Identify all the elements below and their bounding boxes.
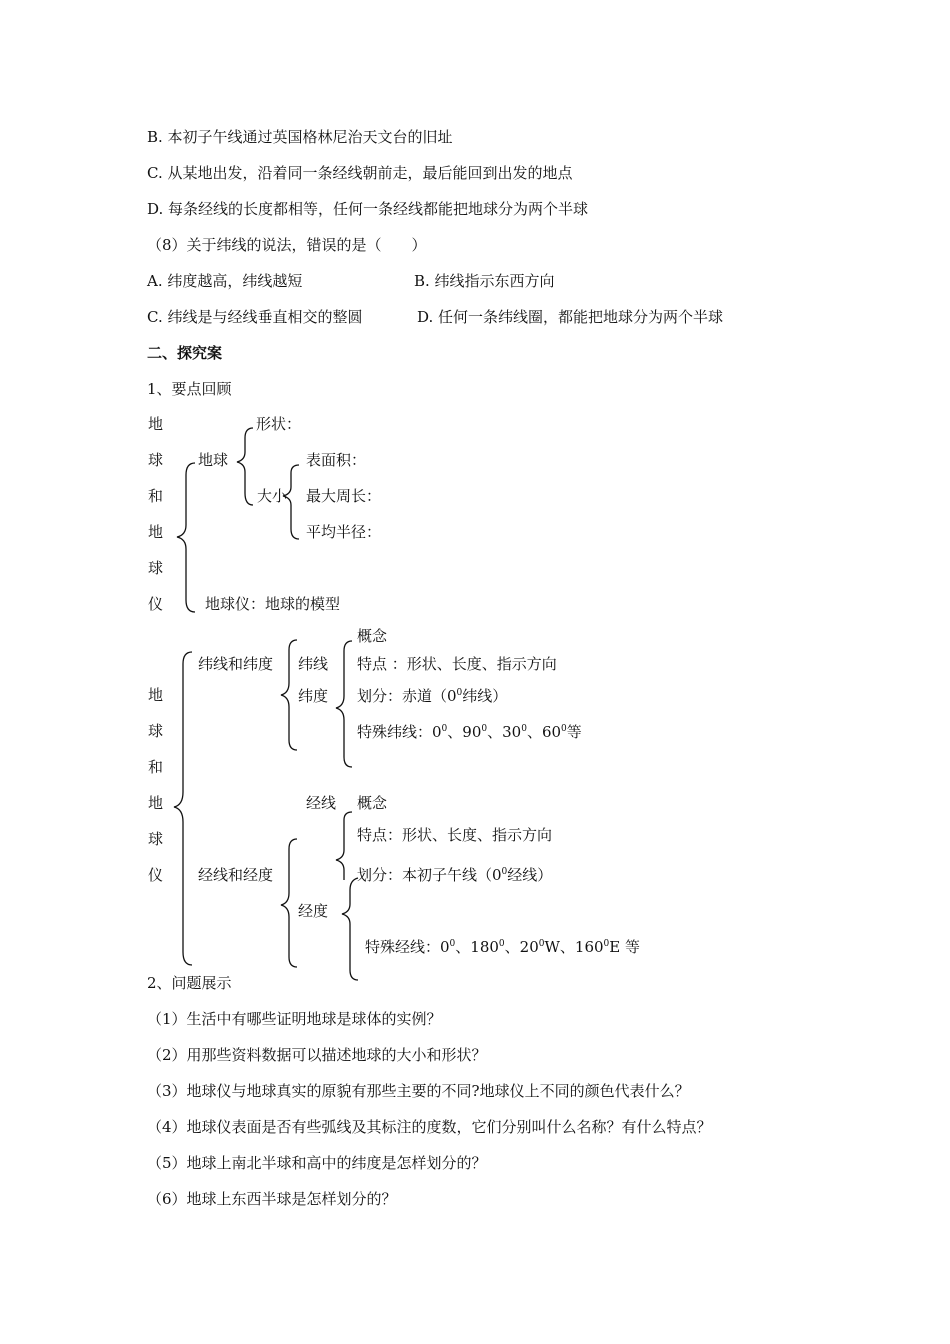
question-2: （2）用那些资料数据可以描述地球的大小和形状？ — [147, 1046, 487, 1064]
q7-option-c: C. 从某地出发，沿着同一条经线朝前走，最后能回到出发的地点 — [147, 164, 573, 182]
longitude-line-label: 经线 — [306, 794, 337, 812]
brace-main-1 — [177, 463, 195, 612]
q8-option-b: B. 纬线指示东西方向 — [414, 272, 555, 290]
vertical-title-char: 地 — [148, 523, 164, 541]
globe-label: 地球仪：地球的模型 — [205, 595, 341, 613]
special-latitudes: 特殊纬线：$0^0$、$90^0$、$30^0$、$60^0$等 — [357, 723, 582, 741]
latitude-concept: 概念 — [357, 627, 388, 645]
brace-longitude — [281, 839, 297, 967]
vertical-title-char: 球 — [148, 451, 164, 469]
q8-option-a: A. 纬度越高，纬线越短 — [147, 272, 303, 290]
brace-longitude-items — [336, 812, 352, 880]
vertical-title-char: 地 — [148, 686, 164, 704]
max-circumference-label: 最大周长： — [306, 487, 382, 505]
latitude-feature: 特点 ：形状、长度、指示方向 — [357, 655, 557, 673]
brace-longitude-degree — [342, 878, 358, 980]
latitude-group-label: 纬线和纬度 — [198, 655, 274, 673]
vertical-title-char: 和 — [148, 758, 164, 776]
latitude-line-label: 纬线 — [298, 655, 329, 673]
earth-label: 地球 — [198, 451, 229, 469]
special-longitudes: 特殊经线：$0^0$、$180^0$、$20^0W$、$160^0E$ 等 — [365, 938, 640, 956]
longitude-feature: 特点：形状、长度、指示方向 — [357, 826, 553, 844]
vertical-title-char: 球 — [148, 559, 164, 577]
part1-title: 1、要点回顾 — [147, 380, 232, 398]
longitude-concept: 概念 — [357, 794, 388, 812]
question-3: （3）地球仪与地球真实的原貌有那些主要的不同?地球仪上不同的颜色代表什么？ — [147, 1082, 690, 1100]
vertical-title-char: 球 — [148, 722, 164, 740]
shape-label: 形状： — [256, 415, 302, 433]
surface-area-label: 表面积： — [306, 451, 367, 469]
vertical-title-char: 仪 — [148, 595, 164, 613]
part2-title: 2、问题展示 — [147, 974, 232, 992]
longitude-division: 划分：本初子午线（$0^0$经线） — [357, 866, 553, 884]
vertical-title-char: 仪 — [148, 866, 164, 884]
q8-stem: （8）关于纬线的说法，错误的是（ ） — [147, 236, 427, 254]
latitude-degree-label: 纬度 — [298, 687, 329, 705]
brace-earth — [237, 428, 253, 505]
brace-main-2 — [174, 652, 192, 965]
brace-latitude — [281, 640, 297, 750]
q7-option-d: D. 每条经线的长度都相等，任何一条经线都能把地球分为两个半球 — [147, 200, 589, 218]
question-1: （1）生活中有哪些证明地球是球体的实例？ — [147, 1010, 442, 1028]
q8-option-c: C. 纬线是与经线垂直相交的整圆 — [147, 308, 363, 326]
vertical-title-char: 地 — [148, 415, 164, 433]
vertical-title-char: 地 — [148, 794, 164, 812]
mean-radius-label: 平均半径： — [306, 523, 382, 541]
question-6: （6）地球上东西半球是怎样划分的？ — [147, 1190, 397, 1208]
q8-option-d: D. 任何一条纬线圈，都能把地球分为两个半球 — [417, 308, 724, 326]
question-5: （5）地球上南北半球和高中的纬度是怎样划分的？ — [147, 1154, 487, 1172]
latitude-division: 划分：赤道（$0^0$纬线） — [357, 687, 508, 705]
brace-latitude-items — [336, 641, 352, 767]
size-label: 大小 — [257, 487, 288, 505]
longitude-group-label: 经线和经度 — [198, 866, 274, 884]
vertical-title-char: 球 — [148, 830, 164, 848]
q7-option-b: B. 本初子午线通过英国格林尼治天文台的旧址 — [147, 128, 453, 146]
question-4: （4）地球仪表面是否有些弧线及其标注的度数，它们分别叫什么名称？有什么特点？ — [147, 1118, 712, 1136]
section-title: 二、探究案 — [147, 344, 223, 362]
vertical-title-char: 和 — [148, 487, 164, 505]
longitude-degree-label: 经度 — [298, 902, 329, 920]
